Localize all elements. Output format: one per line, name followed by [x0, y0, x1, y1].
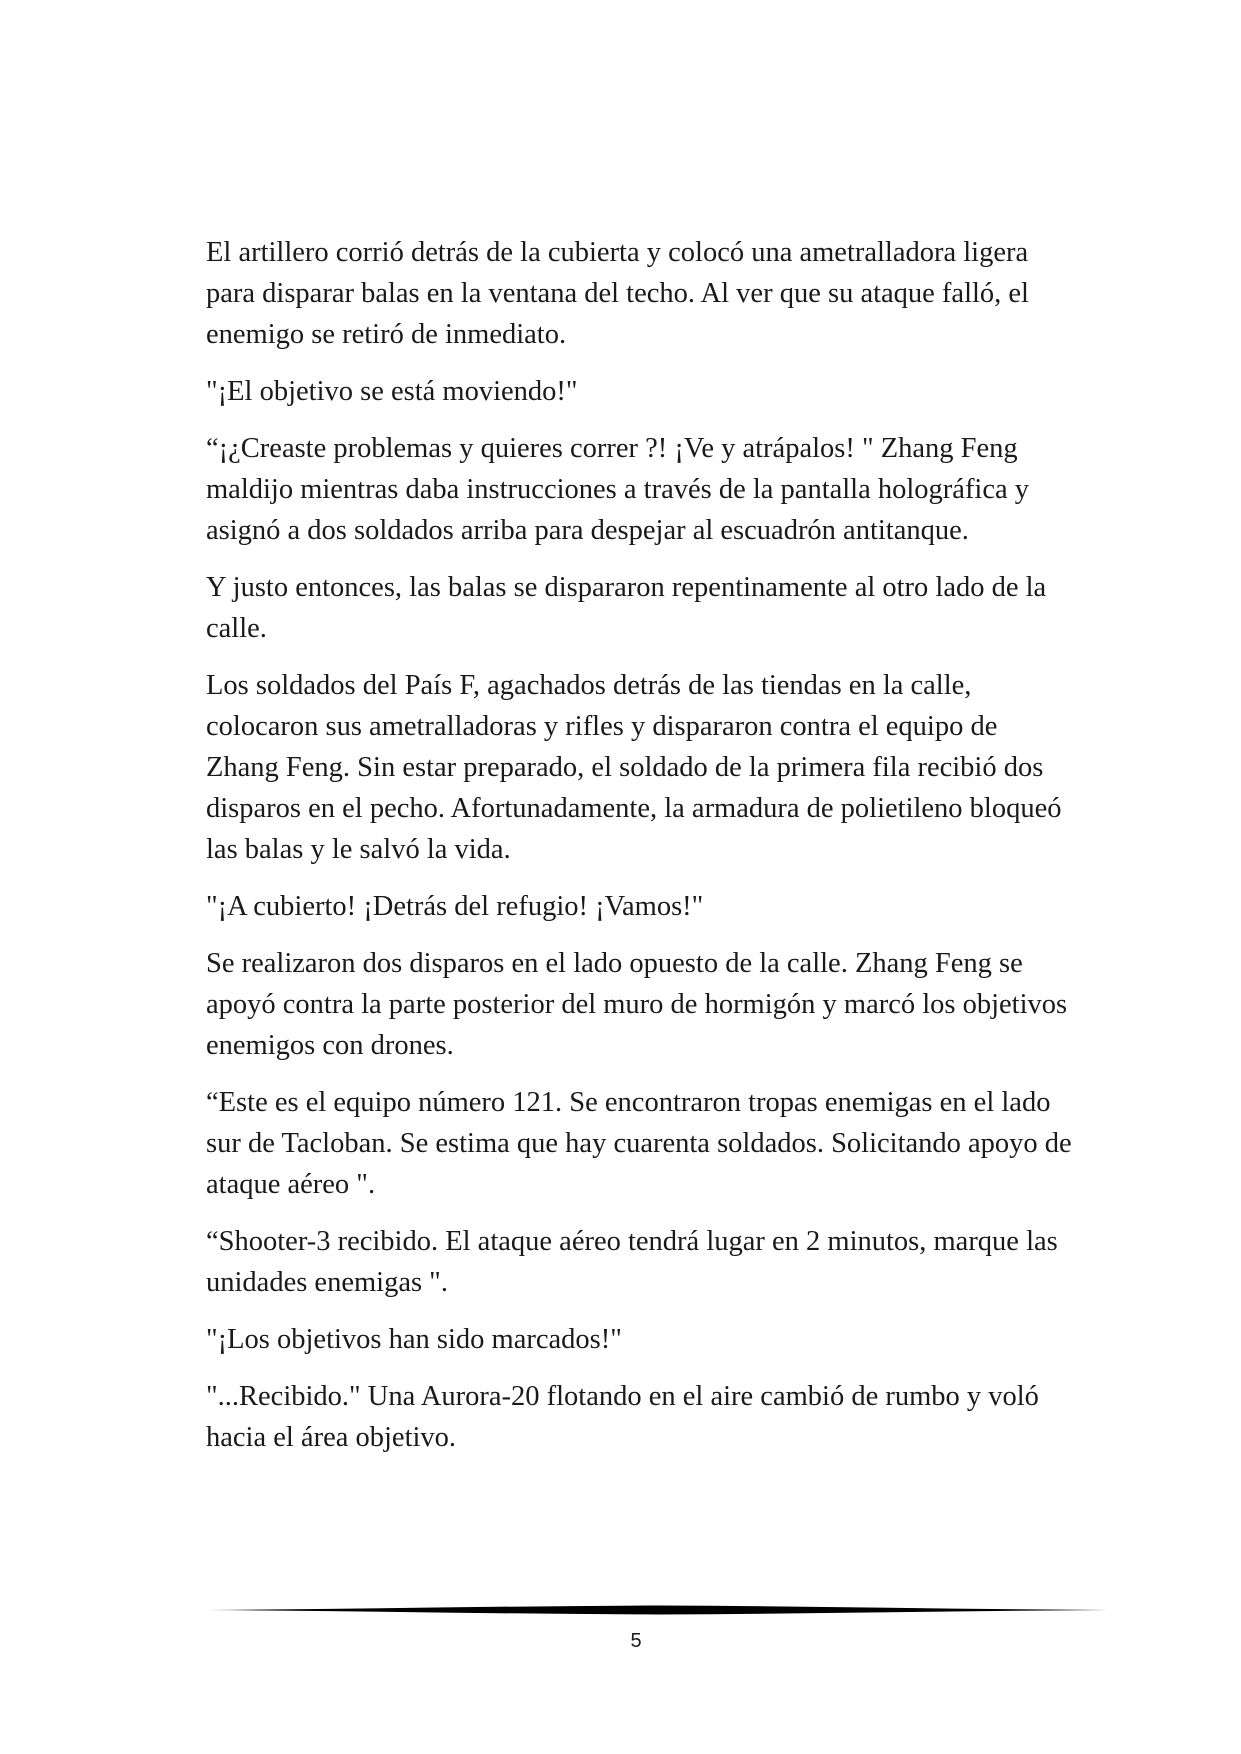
paragraph-1: El artillero corrió detrás de la cubierta y colocó una ametralladora ligera para disparar balas en la ventana del techo. Al ver que su ataque falló, el enemigo se retiró de inmediato. — [206, 237, 1029, 350]
body-text — [206, 232, 1076, 1474]
footer-divider — [206, 1604, 1108, 1616]
paragraph-6: "¡A cubierto! ¡Detrás del refugio! ¡Vamos!" — [206, 891, 704, 922]
paragraph-4: Y justo entonces, las balas se dispararon repentinamente al otro lado de la calle. — [206, 572, 1047, 644]
paragraph-8: “Este es el equipo número 121. Se encontraron tropas enemigas en el lado sur de Tacloban. Se estima que hay cuarenta soldados. Solicitando apoyo de ataque aéreo ". — [206, 1087, 1072, 1200]
paragraph-3: “¡¿Creaste problemas y quieres correr ?! ¡Ve y atrápalos! " Zhang Feng maldijo mientras daba instrucciones a través de la pantalla holográfica y asignó a dos soldados arriba para despejar al escuadrón antitanque. — [206, 433, 1030, 546]
paragraph-10: "¡Los objetivos han sido marcados!" — [206, 1324, 622, 1355]
paragraph-11: "...Recibido." Una Aurora-20 flotando en el aire cambió de rumbo y voló hacia el área objetivo. — [206, 1381, 1039, 1453]
paragraph-2: "¡El objetivo se está moviendo!" — [206, 376, 578, 407]
paragraph-7: Se realizaron dos disparos en el lado opuesto de la calle. Zhang Feng se apoyó contra la parte posterior del muro de hormigón y marcó los objetivos enemigos con drones. — [206, 948, 1068, 1061]
paragraph-5: Los soldados del País F, agachados detrás de las tiendas en la calle, colocaron sus ametralladoras y rifles y dispararon contra el equipo de Zhang Feng. Sin estar preparado, el soldado de la primera fila recibió dos disparos en el pecho. Afortunadamente, la armadura de polietileno bloqueó las balas y le salvó la vida. — [206, 670, 1062, 865]
paragraph-9: “Shooter-3 recibido. El ataque aéreo tendrá lugar en 2 minutos, marque las unidades enemigas ". — [206, 1226, 1058, 1298]
page-number: 5 — [630, 1630, 642, 1652]
